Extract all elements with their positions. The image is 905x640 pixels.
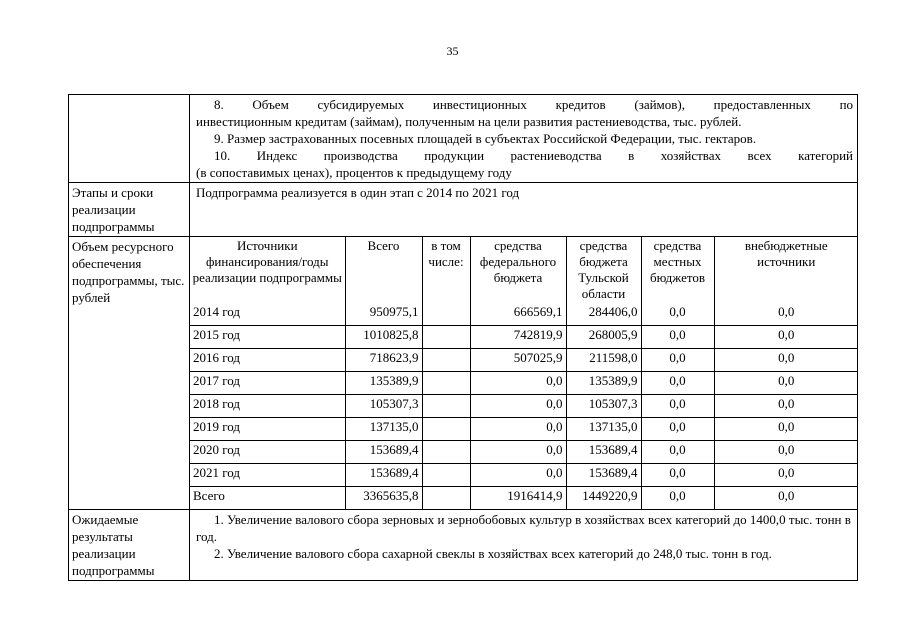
indicator-10-word: растениеводства bbox=[510, 148, 602, 163]
funding-row bbox=[69, 237, 858, 510]
funding-table bbox=[190, 237, 858, 509]
funding-header-0: Источники финансирования/годы реализации подпрограммы bbox=[190, 237, 345, 303]
indicators-cell bbox=[190, 95, 858, 183]
indicator-8-word: по bbox=[839, 97, 854, 112]
funding-value-cell: 0,0 bbox=[641, 372, 714, 395]
stages-label: Этапы и сроки реализации подпрограммы bbox=[69, 183, 190, 237]
funding-header-4: средства бюджета Тульской области bbox=[566, 237, 641, 303]
funding-value-cell: 284406,0 bbox=[566, 303, 641, 326]
funding-value-cell: 137135,0 bbox=[566, 418, 641, 441]
passport-table-frame bbox=[68, 94, 857, 586]
funding-row bbox=[190, 303, 858, 326]
funding-value-cell: 0,0 bbox=[714, 464, 858, 487]
funding-value-cell: 0,0 bbox=[641, 441, 714, 464]
funding-value-cell: 0,0 bbox=[641, 464, 714, 487]
indicator-10-word: производства bbox=[323, 148, 398, 163]
funding-header-6: внебюджетные источники bbox=[744, 238, 828, 269]
stages-row bbox=[69, 183, 858, 237]
funding-value-cell bbox=[422, 464, 470, 487]
indicator-8-word: субсидируемых bbox=[317, 97, 405, 112]
indicator-8-word: 8. bbox=[214, 97, 224, 112]
funding-row bbox=[190, 372, 858, 395]
funding-value-cell: 950975,1 bbox=[345, 303, 422, 326]
passport-table bbox=[68, 94, 858, 581]
funding-value-cell: 742819,9 bbox=[470, 326, 566, 349]
funding-year-cell: 2017 год bbox=[190, 372, 345, 395]
result-item-2: 2. Увеличение валового сбора сахарной свеклы в хозяйствах всех категорий до 248,0 тыс. тонн в год. bbox=[214, 546, 772, 561]
indicator-10-word: 10. bbox=[214, 148, 231, 163]
indicator-8-word: инвестиционных bbox=[432, 97, 527, 112]
funding-value-cell: 1010825,8 bbox=[345, 326, 422, 349]
funding-year-cell: 2016 год bbox=[190, 349, 345, 372]
funding-row bbox=[190, 441, 858, 464]
funding-value-cell: 135389,9 bbox=[566, 372, 641, 395]
funding-value-cell: 0,0 bbox=[470, 372, 566, 395]
indicators-row bbox=[69, 95, 858, 183]
results-cell bbox=[190, 510, 858, 581]
funding-header-3: средства федерального бюджета bbox=[470, 237, 566, 303]
funding-value-cell: 718623,9 bbox=[345, 349, 422, 372]
funding-value-cell: 153689,4 bbox=[345, 441, 422, 464]
funding-value-cell bbox=[422, 303, 470, 326]
funding-value-cell: 211598,0 bbox=[566, 349, 641, 372]
funding-value-cell: 153689,4 bbox=[566, 441, 641, 464]
page-number: 35 bbox=[446, 44, 459, 58]
funding-header-2: в том числе: bbox=[422, 237, 470, 303]
funding-value-cell: 153689,4 bbox=[345, 464, 422, 487]
funding-value-cell: 1449220,9 bbox=[566, 487, 641, 510]
funding-value-cell: 0,0 bbox=[470, 441, 566, 464]
funding-value-cell bbox=[422, 395, 470, 418]
indicator-8-word: (займов), bbox=[634, 97, 685, 112]
indicator-10-word: всех bbox=[747, 148, 772, 163]
indicator-10-word: продукции bbox=[424, 148, 485, 163]
funding-value-cell: 3365635,8 bbox=[345, 487, 422, 510]
funding-value-cell: 0,0 bbox=[778, 488, 795, 503]
funding-year-cell: 2014 год bbox=[190, 303, 345, 326]
funding-value-cell: 0,0 bbox=[641, 303, 714, 326]
funding-value-cell: 0,0 bbox=[714, 395, 858, 418]
funding-label: Объем ресурсного обеспечения подпрограммы, тыс. рублей bbox=[69, 237, 190, 510]
funding-header-row bbox=[190, 237, 858, 303]
funding-value-cell: 105307,3 bbox=[345, 395, 422, 418]
funding-value-cell: 0,0 bbox=[714, 349, 858, 372]
funding-header-1: Всего bbox=[345, 237, 422, 303]
funding-row bbox=[190, 395, 858, 418]
funding-value-cell: 105307,3 bbox=[566, 395, 641, 418]
funding-value-cell: 268005,9 bbox=[566, 326, 641, 349]
funding-value-cell bbox=[422, 372, 470, 395]
indicator-9: 9. Размер застрахованных посевных площадей в субъектах Российской Федерации, тыс. гектаров. bbox=[214, 131, 757, 146]
funding-value-cell: 0,0 bbox=[641, 487, 714, 510]
result-item-1: 1. Увеличение валового сбора зерновых и зернобобовых культур в хозяйствах всех категорий до 1400,0 тыс. тонн в год. bbox=[196, 512, 851, 544]
funding-value-cell: 0,0 bbox=[470, 464, 566, 487]
indicator-8-word: предоставленных bbox=[713, 97, 811, 112]
funding-year-cell: 2019 год bbox=[190, 418, 345, 441]
stages-text: Подпрограмма реализуется в один этап с 2014 по 2021 год bbox=[190, 183, 858, 237]
funding-year-cell: 2018 год bbox=[190, 395, 345, 418]
indicator-10-line1 bbox=[196, 147, 853, 164]
funding-value-cell: 0,0 bbox=[641, 349, 714, 372]
funding-cell bbox=[190, 237, 858, 510]
funding-year-cell: Всего bbox=[190, 487, 345, 510]
funding-value-cell: 135389,9 bbox=[345, 372, 422, 395]
funding-value-cell: 137135,0 bbox=[345, 418, 422, 441]
funding-header-5: средства местных бюджетов bbox=[641, 237, 714, 303]
indicator-10-word: категорий bbox=[798, 148, 854, 163]
funding-value-cell: 0,0 bbox=[714, 441, 858, 464]
funding-value-cell: 0,0 bbox=[470, 395, 566, 418]
funding-value-cell: 153689,4 bbox=[566, 464, 641, 487]
funding-year-cell: 2020 год bbox=[190, 441, 345, 464]
funding-row bbox=[190, 326, 858, 349]
funding-value-cell bbox=[422, 418, 470, 441]
indicator-10-line2: (в сопоставимых ценах), процентов к предыдущему году bbox=[196, 165, 512, 180]
funding-value-cell: 0,0 bbox=[714, 326, 858, 349]
indicator-10-word: хозяйствах bbox=[660, 148, 722, 163]
indicator-8-word: кредитов bbox=[555, 97, 606, 112]
funding-value-cell bbox=[422, 487, 470, 510]
funding-row bbox=[190, 349, 858, 372]
indicator-8-line2: инвестиционным кредитам (займам), полученным на цели развития растениеводства, тыс. рублей. bbox=[196, 114, 742, 129]
funding-value-cell: 666569,1 bbox=[470, 303, 566, 326]
funding-value-cell: 0,0 bbox=[714, 372, 858, 395]
funding-value-cell: 0,0 bbox=[714, 303, 858, 326]
funding-value-cell: 0,0 bbox=[470, 418, 566, 441]
indicator-8-line1 bbox=[196, 96, 853, 113]
funding-row bbox=[190, 487, 858, 510]
results-row bbox=[69, 510, 858, 581]
funding-year-cell: 2015 год bbox=[190, 326, 345, 349]
funding-value-cell: 0,0 bbox=[641, 326, 714, 349]
funding-year-cell: 2021 год bbox=[190, 464, 345, 487]
indicator-8-word: Объем bbox=[252, 97, 289, 112]
funding-value-cell: 0,0 bbox=[641, 418, 714, 441]
funding-value-cell: 0,0 bbox=[641, 395, 714, 418]
indicators-label-cell bbox=[69, 95, 190, 183]
indicator-10-word: Индекс bbox=[256, 148, 298, 163]
results-label: Ожидаемые результаты реализации подпрограммы bbox=[69, 510, 190, 581]
indicator-10-word: в bbox=[628, 148, 635, 163]
funding-value-cell bbox=[422, 326, 470, 349]
funding-row bbox=[190, 464, 858, 487]
funding-value-cell bbox=[422, 441, 470, 464]
funding-value-cell bbox=[422, 349, 470, 372]
funding-value-cell: 507025,9 bbox=[470, 349, 566, 372]
funding-row bbox=[190, 418, 858, 441]
funding-value-cell: 0,0 bbox=[714, 418, 858, 441]
funding-value-cell: 1916414,9 bbox=[470, 487, 566, 510]
